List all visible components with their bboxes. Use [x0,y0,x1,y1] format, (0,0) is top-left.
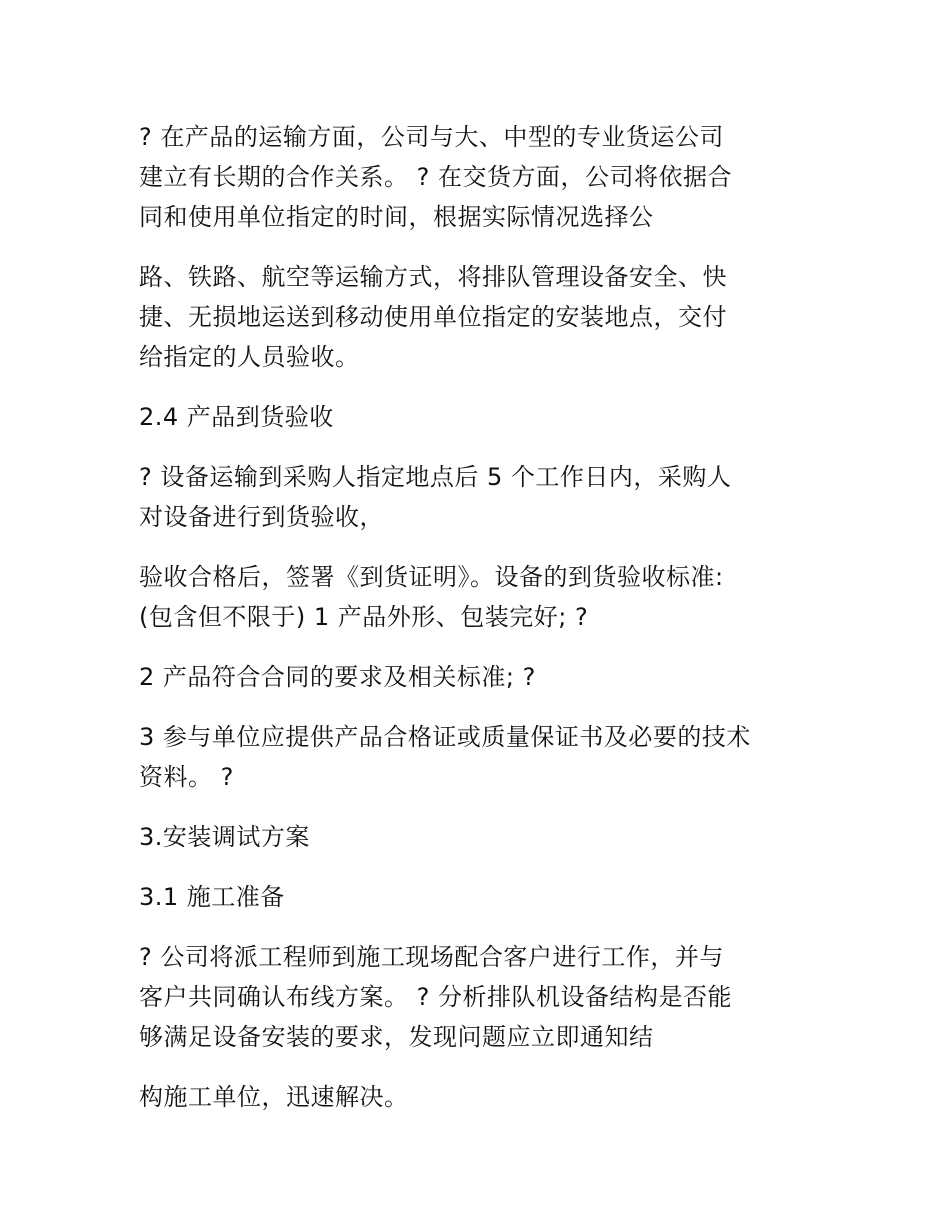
section-heading: 3.安装调试方案 [139,823,310,851]
section-heading: 3.1 施工准备 [139,883,285,911]
paragraph-line: 3 参与单位应提供产品合格证或质量保证书及必要的技术 [139,723,751,751]
paragraph-line: 够满足设备安装的要求，发现问题应立即通知结 [139,1023,654,1051]
paragraph-line: ? 设备运输到采购人指定地点后 5 个工作日内，采购人 [139,463,732,491]
paragraph-line: 捷、无损地运送到移动使用单位指定的安装地点，交付 [139,303,727,331]
paragraph-line: 资料。 ? [139,763,234,791]
paragraph-line: 对设备进行到货验收， [139,503,384,531]
paragraph-line: (包含但不限于) 1 产品外形、包装完好; ? [139,603,589,631]
paragraph-line: 给指定的人员验收。 [139,343,360,371]
paragraph-line: 构施工单位，迅速解决。 [139,1083,409,1111]
section-heading: 2.4 产品到货验收 [139,403,334,431]
paragraph-line: 2 产品符合合同的要求及相关标准; ? [139,663,536,691]
paragraph-line: 建立有长期的合作关系。 ? 在交货方面，公司将依据合 [139,163,732,191]
paragraph-line: 验收合格后，签署《到货证明》。设备的到货验收标准: [139,563,724,591]
paragraph-line: 同和使用单位指定的时间，根据实际情况选择公 [139,203,654,231]
paragraph-line: 客户共同确认布线方案。 ? 分析排队机设备结构是否能 [139,983,732,1011]
paragraph-line: ? 在产品的运输方面，公司与大、中型的专业货运公司 [139,123,724,151]
paragraph-line: ? 公司将派工程师到施工现场配合客户进行工作，并与 [139,943,724,971]
paragraph-line: 路、铁路、航空等运输方式，将排队管理设备安全、快 [139,263,727,291]
